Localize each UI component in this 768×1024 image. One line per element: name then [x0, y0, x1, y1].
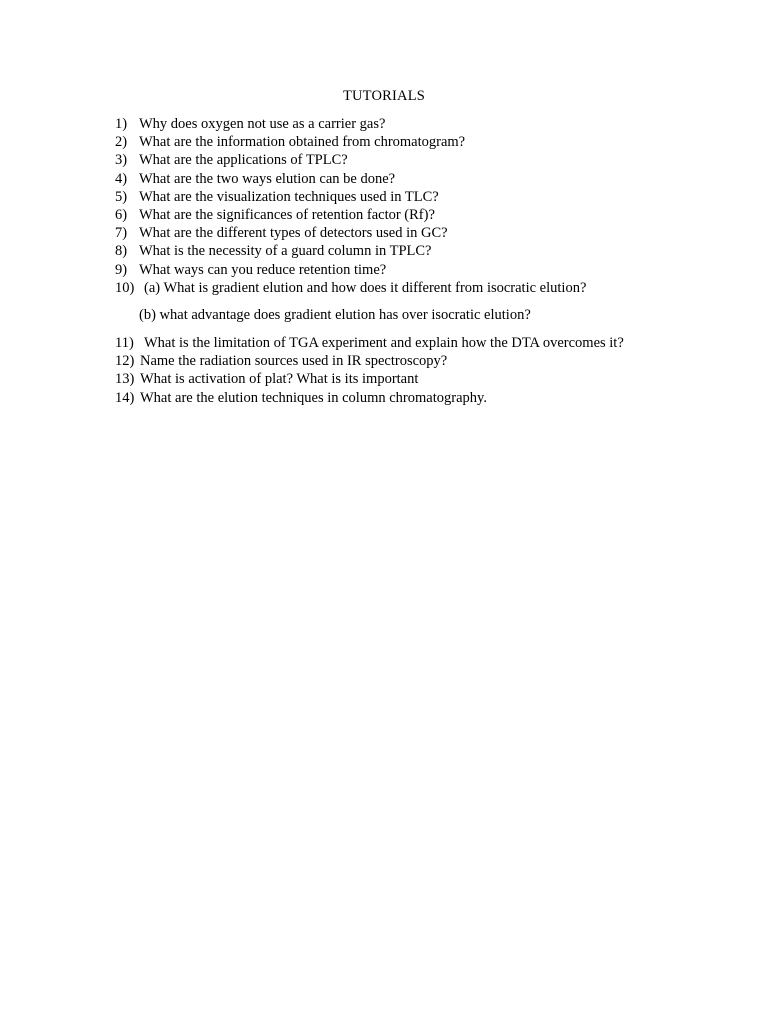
- question-item-2: [115, 133, 715, 151]
- question-text: What are the significances of retention factor (Rf)?: [139, 206, 435, 223]
- question-text: What are the different types of detectors used in GC?: [139, 225, 448, 242]
- question-text: What is activation of plat? What is its important: [140, 371, 419, 388]
- question-item-12: [115, 352, 715, 370]
- question-number: 3): [115, 152, 128, 169]
- question-text: What ways can you reduce retention time?: [139, 261, 387, 278]
- question-text: What are the two ways elution can be done?: [139, 170, 396, 187]
- question-list-continued: [115, 334, 715, 407]
- question-number: 5): [115, 188, 128, 205]
- question-number: 11): [115, 335, 134, 351]
- question-item-4: [115, 170, 715, 188]
- question-number: 7): [115, 225, 128, 242]
- question-number: 4): [115, 170, 128, 187]
- question-list: [115, 115, 715, 297]
- question-number: 8): [115, 243, 128, 260]
- question-number: 14): [115, 389, 135, 406]
- question-item-8: [115, 242, 715, 260]
- question-text: What is the limitation of TGA experiment and explain how the DTA overcomes it?: [144, 335, 624, 351]
- question-item-9: [115, 261, 715, 279]
- question-item-3: [115, 151, 715, 169]
- question-number: 12): [115, 353, 135, 370]
- question-item-1: [115, 115, 715, 133]
- question-number: 9): [115, 261, 128, 278]
- question-item-10: [115, 279, 715, 297]
- question-number: 6): [115, 206, 128, 223]
- question-number: 2): [115, 134, 128, 151]
- question-text: What are the visualization techniques used in TLC?: [139, 188, 439, 205]
- question-text: What is the necessity of a guard column in TPLC?: [139, 243, 432, 260]
- question-item-13: [115, 370, 715, 388]
- question-item-7: [115, 224, 715, 242]
- question-text: Why does oxygen not use as a carrier gas?: [139, 116, 386, 132]
- question-item-11: [115, 334, 715, 352]
- question-text: What are the elution techniques in column chromatography.: [140, 389, 487, 406]
- question-number: 13): [115, 371, 135, 388]
- question-number: 10): [115, 279, 135, 296]
- subquestion-text: (b) what advantage does gradient elution has over isocratic elution?: [139, 307, 531, 323]
- question-item-5: [115, 188, 715, 206]
- page-title: TUTORIALS: [342, 88, 426, 104]
- question-text: What are the applications of TPLC?: [139, 152, 348, 169]
- question-item-14: [115, 389, 715, 407]
- question-number: 1): [115, 116, 128, 132]
- question-item-6: [115, 206, 715, 224]
- question-text: (a) What is gradient elution and how does it different from isocratic elution?: [144, 279, 587, 296]
- question-text: What are the information obtained from chromatogram?: [139, 134, 466, 151]
- question-text: Name the radiation sources used in IR spectroscopy?: [140, 353, 448, 370]
